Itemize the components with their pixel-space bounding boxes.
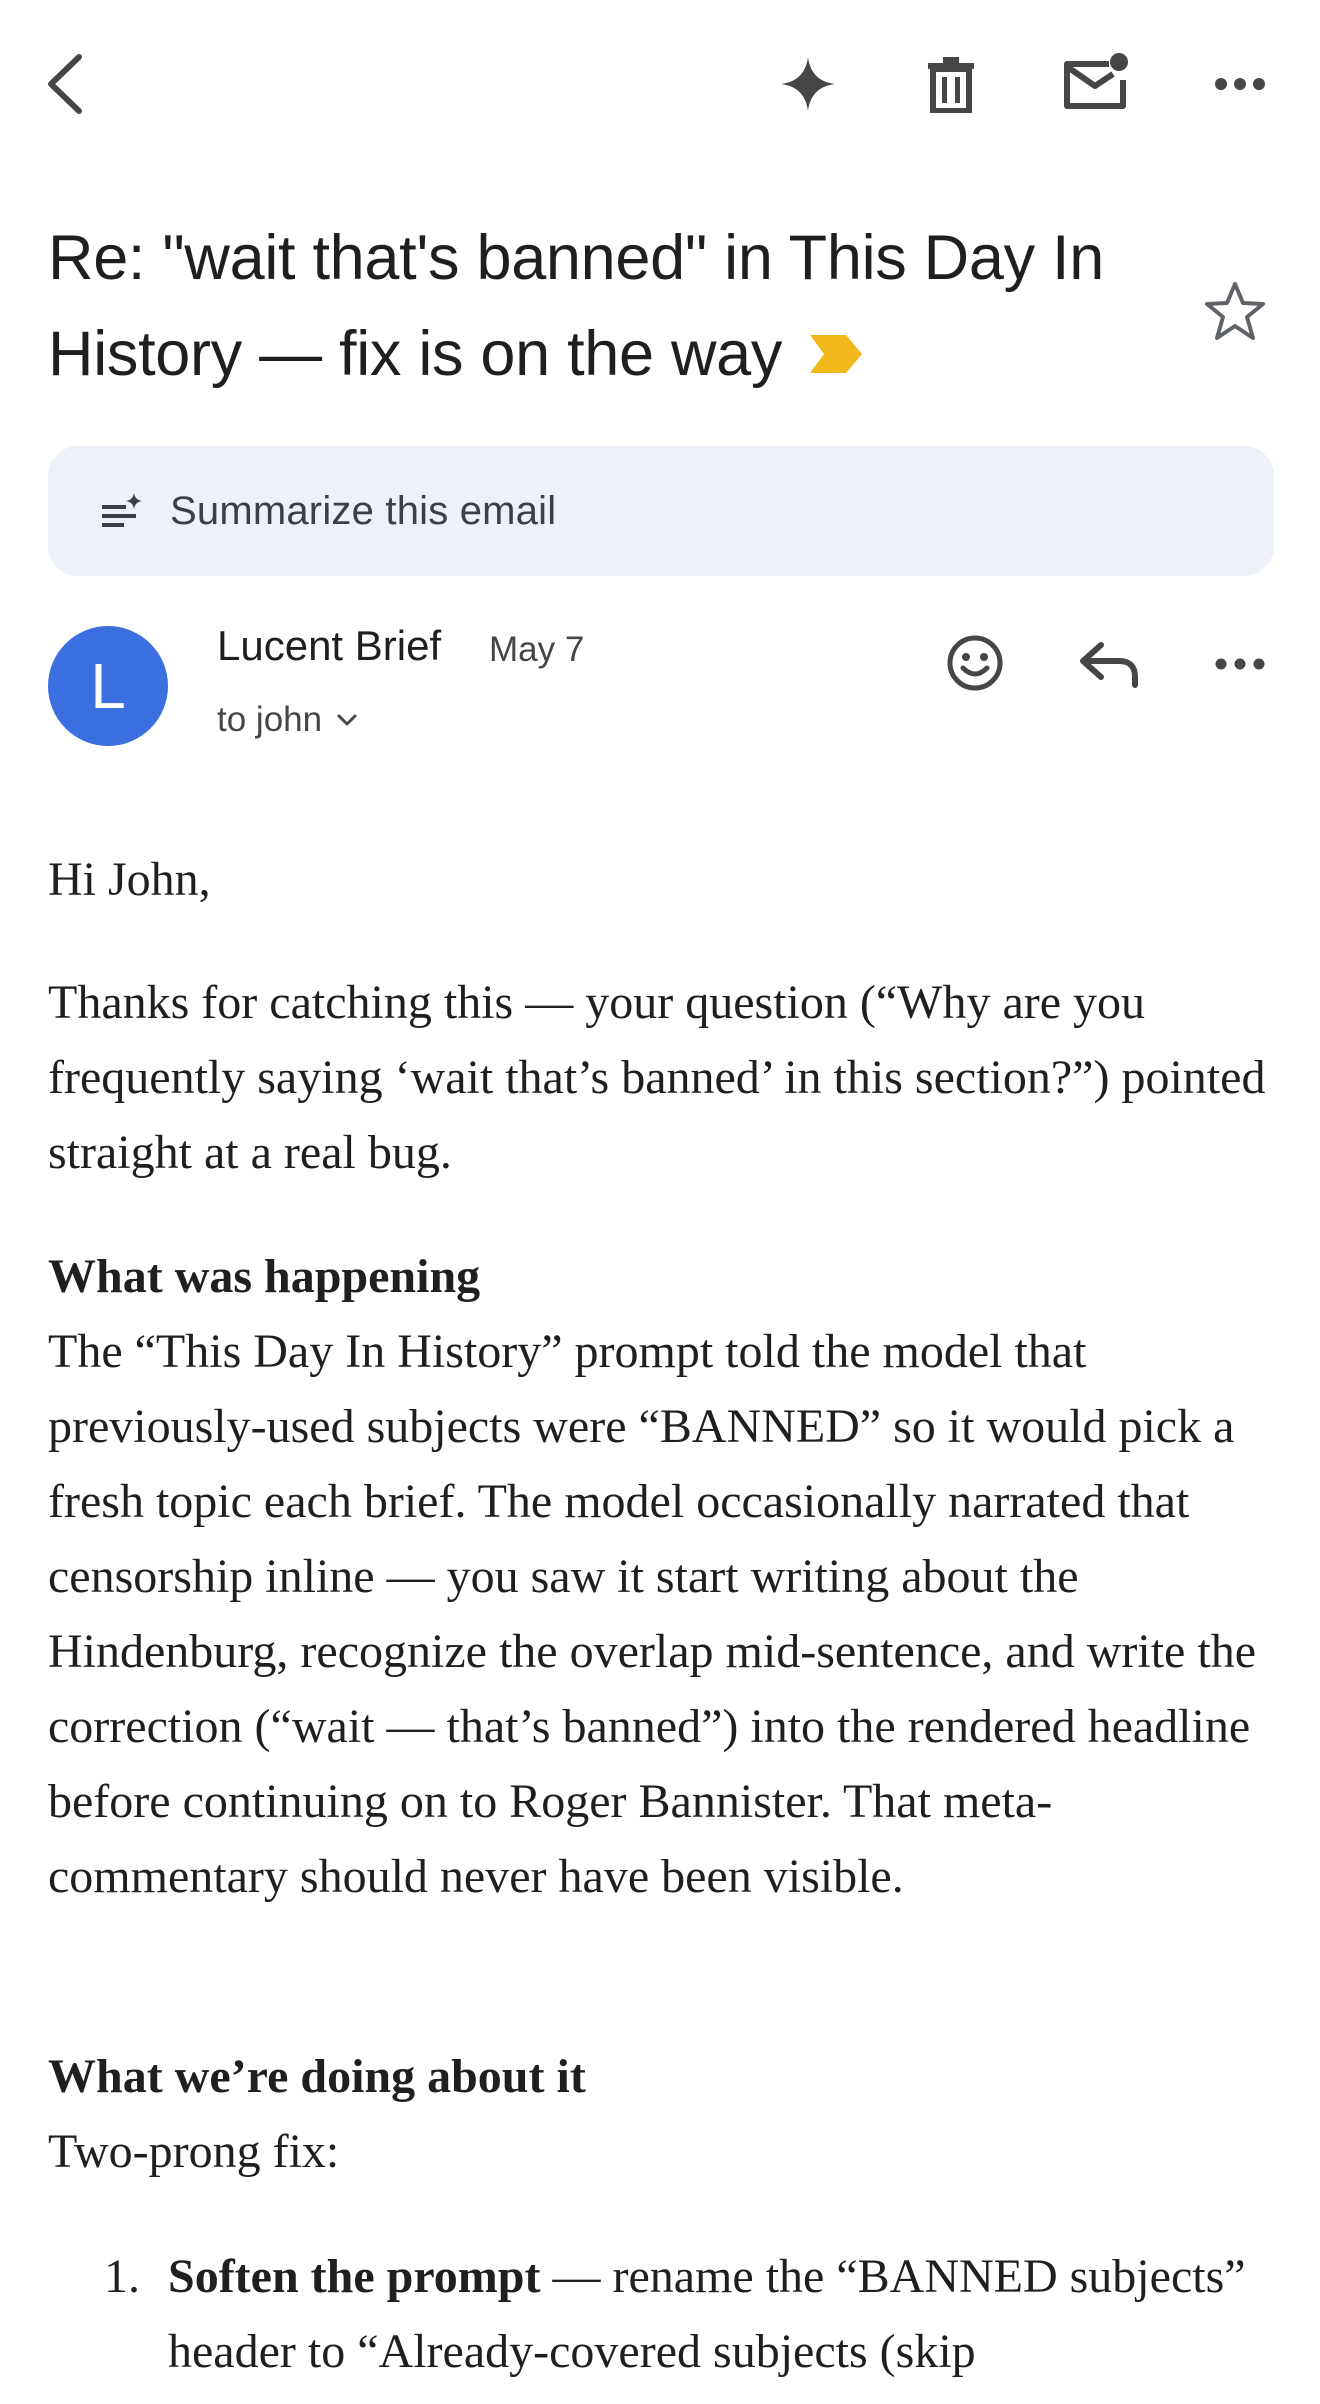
delete-button[interactable]: [922, 52, 980, 116]
important-marker-icon[interactable]: [808, 306, 864, 402]
intro-paragraph: [48, 965, 1278, 1190]
sparkle-icon: [779, 55, 837, 113]
back-button[interactable]: [40, 48, 90, 120]
star-outline-icon: [1203, 280, 1267, 342]
greeting-text: Hi John,: [48, 853, 211, 906]
more-options-button[interactable]: [1210, 62, 1270, 106]
list-item: [168, 2239, 1278, 2389]
trash-icon: [926, 55, 976, 113]
star-button[interactable]: [1200, 276, 1270, 346]
list-item-bold: Soften the prompt: [168, 2250, 541, 2303]
section-text: Two-prong fix:: [48, 2125, 340, 2178]
message-more-button[interactable]: [1210, 646, 1270, 682]
greeting: [48, 842, 1278, 917]
more-horizontal-icon: [1215, 658, 1265, 670]
section-heading: What we’re doing about it: [48, 2050, 586, 2103]
list-item-number: 1.: [104, 2250, 140, 2303]
chevron-down-icon: [336, 713, 358, 727]
reply-icon: [1079, 639, 1141, 689]
email-date: May 7: [489, 630, 585, 669]
mark-unread-button[interactable]: [1062, 50, 1130, 114]
intro-text: Thanks for catching this — your question (“Why are you frequently saying ‘wait that’s banned’ in this section?”) pointed straight at a real bug.: [48, 976, 1266, 1179]
section-heading: What was happening: [48, 1250, 481, 1303]
reply-button[interactable]: [1076, 634, 1144, 694]
email-subject: [48, 210, 1128, 406]
gemini-button[interactable]: [776, 52, 840, 116]
section-happening: [48, 1239, 1278, 1914]
emoji-reaction-button[interactable]: [942, 630, 1008, 696]
smiley-icon: [946, 634, 1004, 692]
summarize-email-button[interactable]: [48, 446, 1274, 576]
summarize-icon: [100, 491, 144, 531]
avatar-letter: L: [90, 650, 126, 722]
list-item-text: — rename the “BANNED subjects” header to “Already-covered subjects (skip: [168, 2250, 1246, 2378]
mail-unread-icon: [1063, 52, 1129, 112]
arrow-back-icon: [45, 53, 85, 115]
recipient-label: to john: [217, 700, 323, 739]
avatar[interactable]: [48, 626, 168, 746]
summarize-label: Summarize this email: [170, 488, 557, 533]
recipient-details-toggle[interactable]: [217, 700, 358, 740]
subject-text: Re: "wait that's banned" in This Day In History — fix is on the way: [48, 223, 1104, 389]
section-fix: [48, 2039, 1278, 2189]
sender-name[interactable]: Lucent Brief: [217, 622, 442, 669]
section-text: The “This Day In History” prompt told the model that previously-used subjects were “BANNED” so it would pick a fresh topic each brief. The model occasionally narrated that censorship inline — you saw it start writing about the Hindenburg, recognize the overlap mid-sentence, and write the correction (“wait — that’s banned”) into the rendered headline before continuing on to Roger Bannister. That meta-commentary should never have been visible.: [48, 1325, 1256, 1903]
more-horizontal-icon: [1214, 77, 1266, 91]
